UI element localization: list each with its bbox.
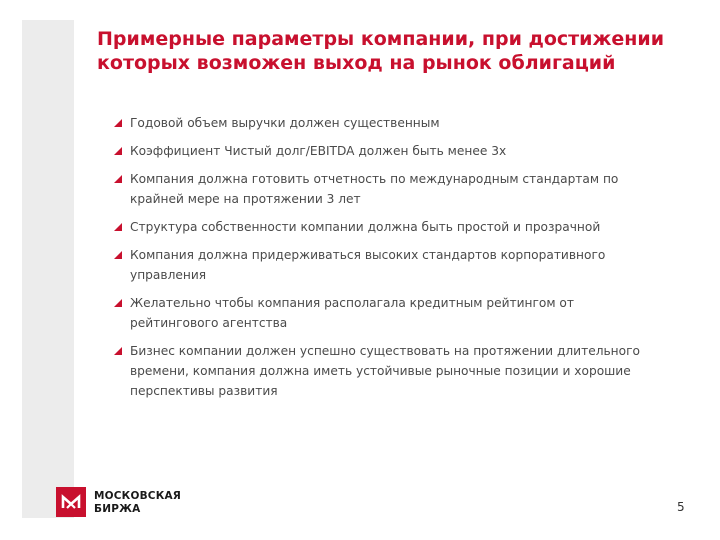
bullet-item [113,217,653,237]
bullet-triangle-icon [114,147,122,155]
bullet-text: крайней мере на протяжении 3 лет [130,192,361,206]
bullet-item [113,245,653,285]
bullet-list [113,113,653,401]
bullet-triangle-icon [114,251,122,259]
bullet-text: времени, компания должна иметь устойчивые рыночные позиции и хорошие [130,364,631,378]
logo-wordmark-line-1: МОСКОВСКАЯ [94,490,182,502]
bullet-triangle-icon [114,119,122,127]
slide-title-line-2: которых возможен выход на рынок облигаций [97,52,616,74]
slide-title [97,27,707,75]
bullet-text: Годовой объем выручки должен существенным [130,116,440,130]
bullet-triangle-icon [114,175,122,183]
bullet-item [113,141,653,161]
logo-wordmark-line-2: БИРЖА [94,502,141,515]
left-sidebar-band [22,20,74,518]
bullet-text: Структура собственности компании должна быть простой и прозрачной [130,220,601,234]
bullet-triangle-icon [114,223,122,231]
bullet-item [113,113,653,133]
logo-wordmark [94,490,181,515]
slide-title-line-1: Примерные параметры компании, при достижении [97,28,665,50]
bullet-text: перспективы развития [130,384,278,398]
bullet-item [113,341,653,401]
bullet-text: Компания должна готовить отчетность по международным стандартам по [130,172,619,186]
moscow-exchange-logo-icon [56,487,86,517]
bullet-text: Коэффициент Чистый долг/EBITDA должен быть менее 3х [130,144,507,158]
bullet-item [113,293,653,333]
bullet-text: Желательно чтобы компания располагала кредитным рейтингом от [130,296,574,310]
bullet-item [113,169,653,209]
bullet-text: управления [130,268,207,282]
bullet-text: Компания должна придерживаться высоких стандартов корпоративного [130,248,606,262]
bullet-text: Бизнес компании должен успешно существовать на протяжении длительного [130,344,640,358]
bullet-triangle-icon [114,299,122,307]
bullet-text: рейтингового агентства [130,316,288,330]
page-number: 5 [677,500,685,514]
bullet-triangle-icon [114,347,122,355]
